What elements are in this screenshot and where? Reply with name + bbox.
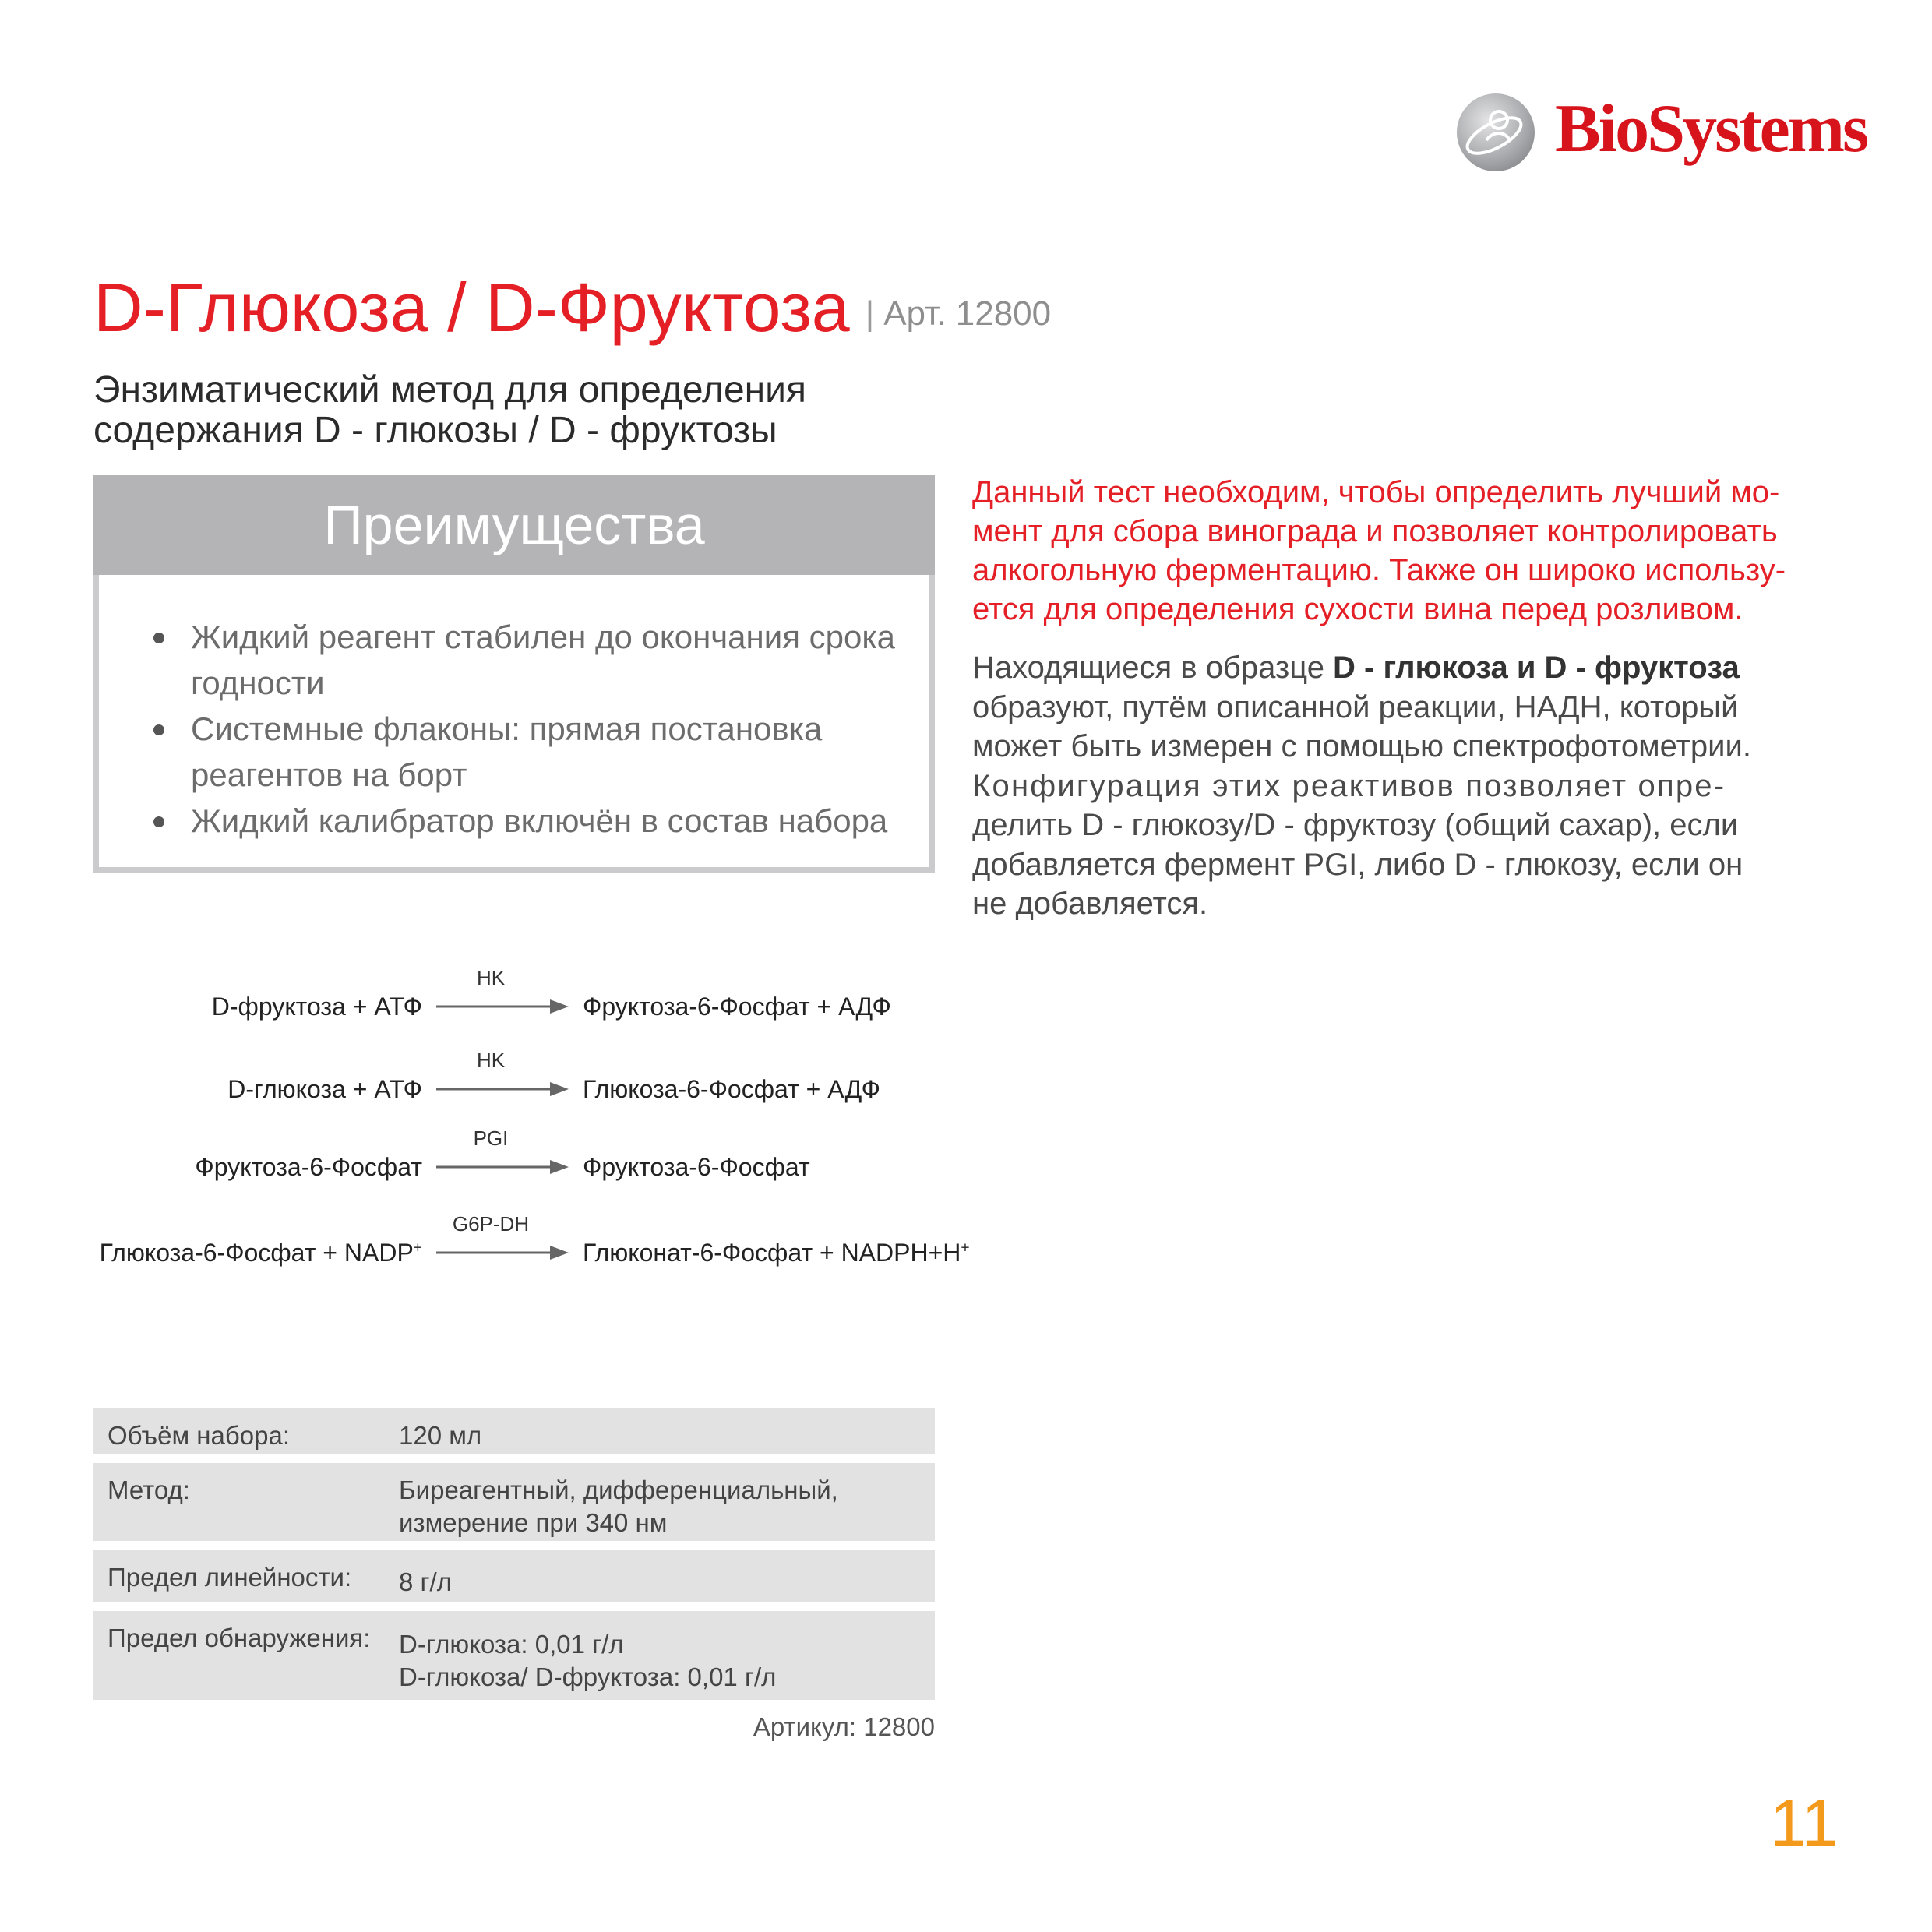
specs-table [93,1408,935,1709]
table-row [93,1550,935,1602]
spec-label: Предел линейности: [108,1563,352,1592]
advantages-list [153,614,901,844]
reaction-product: Фруктоза-6-Фосфат [583,1153,810,1181]
biosystems-logo-icon [1455,92,1536,173]
description-paragraph [972,648,1814,924]
advantages-body [93,575,935,873]
intro-line: мент для сбора винограда и позволяет контролировать [972,514,1778,548]
reaction-product: Глюконат-6-Фосфат + NADPH+H+ [583,1239,970,1267]
reaction-row [0,1212,1013,1267]
advantage-item [153,798,901,844]
spec-value: 120 мл [399,1421,482,1450]
subtitle-line: Энзиматический метод для определения [93,369,806,411]
advantages-header: Преимущества [93,475,935,575]
article-footer: Артикул: 12800 [753,1712,935,1741]
subtitle [93,370,950,451]
spec-label: Метод: [108,1475,190,1504]
advantage-text: реагентов на борт [191,756,467,793]
title-separator: | [865,294,875,333]
brand-logo [1455,86,1867,179]
reaction-enzyme: PGI [473,1126,509,1150]
table-row [93,1611,935,1700]
spec-label: Объём набора: [108,1421,291,1450]
spec-value: D-глюкоза: 0,01 г/л D-глюкоза/ D-фруктоза: 0,01 г/л [399,1630,777,1691]
reaction-product: Глюкоза-6-Фосфат + АДФ [583,1075,880,1103]
description-line: добавляется фермент PGI, либо D - глюкозу, если он [972,847,1743,882]
bullet-icon [153,816,164,827]
spec-value: 8 г/л [399,1567,452,1596]
description-line: делить D - глюкозу/D - фруктозу (общий сахар), если [972,808,1739,842]
description-line [972,648,1814,688]
reaction-enzyme: HK [476,1049,506,1072]
reaction-arrow-icon [436,997,569,1016]
reaction-product: Фруктоза-6-Фосфат + АДФ [583,992,891,1021]
page-number: 11 [1770,1786,1839,1860]
table-row [93,1408,935,1454]
description-line: не добавляется. [972,887,1208,921]
reaction-scheme [0,966,1013,1301]
reaction-enzyme: HK [476,966,506,989]
table-row [93,1463,935,1541]
reaction-row [0,1049,1013,1103]
intro-paragraph [972,473,1814,629]
reaction-arrow-icon [436,1080,569,1098]
reaction-enzyme: G6P-DH [452,1212,530,1236]
subtitle-line: содержания D - глюкозы / D - фруктозы [93,410,777,451]
reaction-arrow-icon [436,1158,569,1176]
advantage-text: Жидкий калибратор включён в состав набора [191,802,888,839]
bullet-icon [153,633,164,643]
intro-line: Данный тест необходим, чтобы определить лучший мо- [972,475,1780,509]
brand-name: BioSystems [1555,91,1867,167]
spec-label: Предел обнаружения: [108,1624,371,1652]
intro-line: ется для определения сухости вина перед розливом. [972,592,1743,626]
reaction-row [0,1126,1013,1181]
reaction-row [0,966,1013,1021]
advantage-item [153,614,901,706]
advantage-text: Системные флаконы: прямая постановка [191,710,823,747]
reaction-arrow-icon [436,1243,569,1262]
bullet-icon [153,724,164,735]
description-line: образуют, путём описанной реакции, НАДН, который [972,689,1739,724]
reaction-substrate: D-фруктоза + АТФ [211,992,422,1021]
description-line: может быть измерен с помощью спектрофотометрии. [972,729,1751,763]
spec-value: Биреагентный, дифференциальный, измерение при 340 нм [399,1475,838,1537]
reaction-substrate: Глюкоза-6-Фосфат + NADP+ [99,1239,422,1267]
advantages-box [93,475,935,873]
advantage-item [153,706,901,798]
advantage-text: Жидкий реагент стабилен до окончания срока [191,619,895,655]
title-main: D-Глюкоза / D-Фруктоза [93,269,850,346]
title-article: Арт. 12800 [883,294,1052,333]
reaction-substrate: D-глюкоза + АТФ [227,1075,422,1103]
reaction-substrate: Фруктоза-6-Фосфат [195,1153,422,1181]
page-title [93,265,1051,351]
description-bold: D - глюкоза и D - фруктоза [1333,650,1740,685]
intro-line: алкогольную ферментацию. Также он широко использу- [972,553,1786,587]
description-line: Конфигурация этих реактивов позволяет опре- [972,768,1726,803]
advantage-text: годности [191,665,325,701]
description-prefix: Находящиеся в образце [972,650,1334,685]
